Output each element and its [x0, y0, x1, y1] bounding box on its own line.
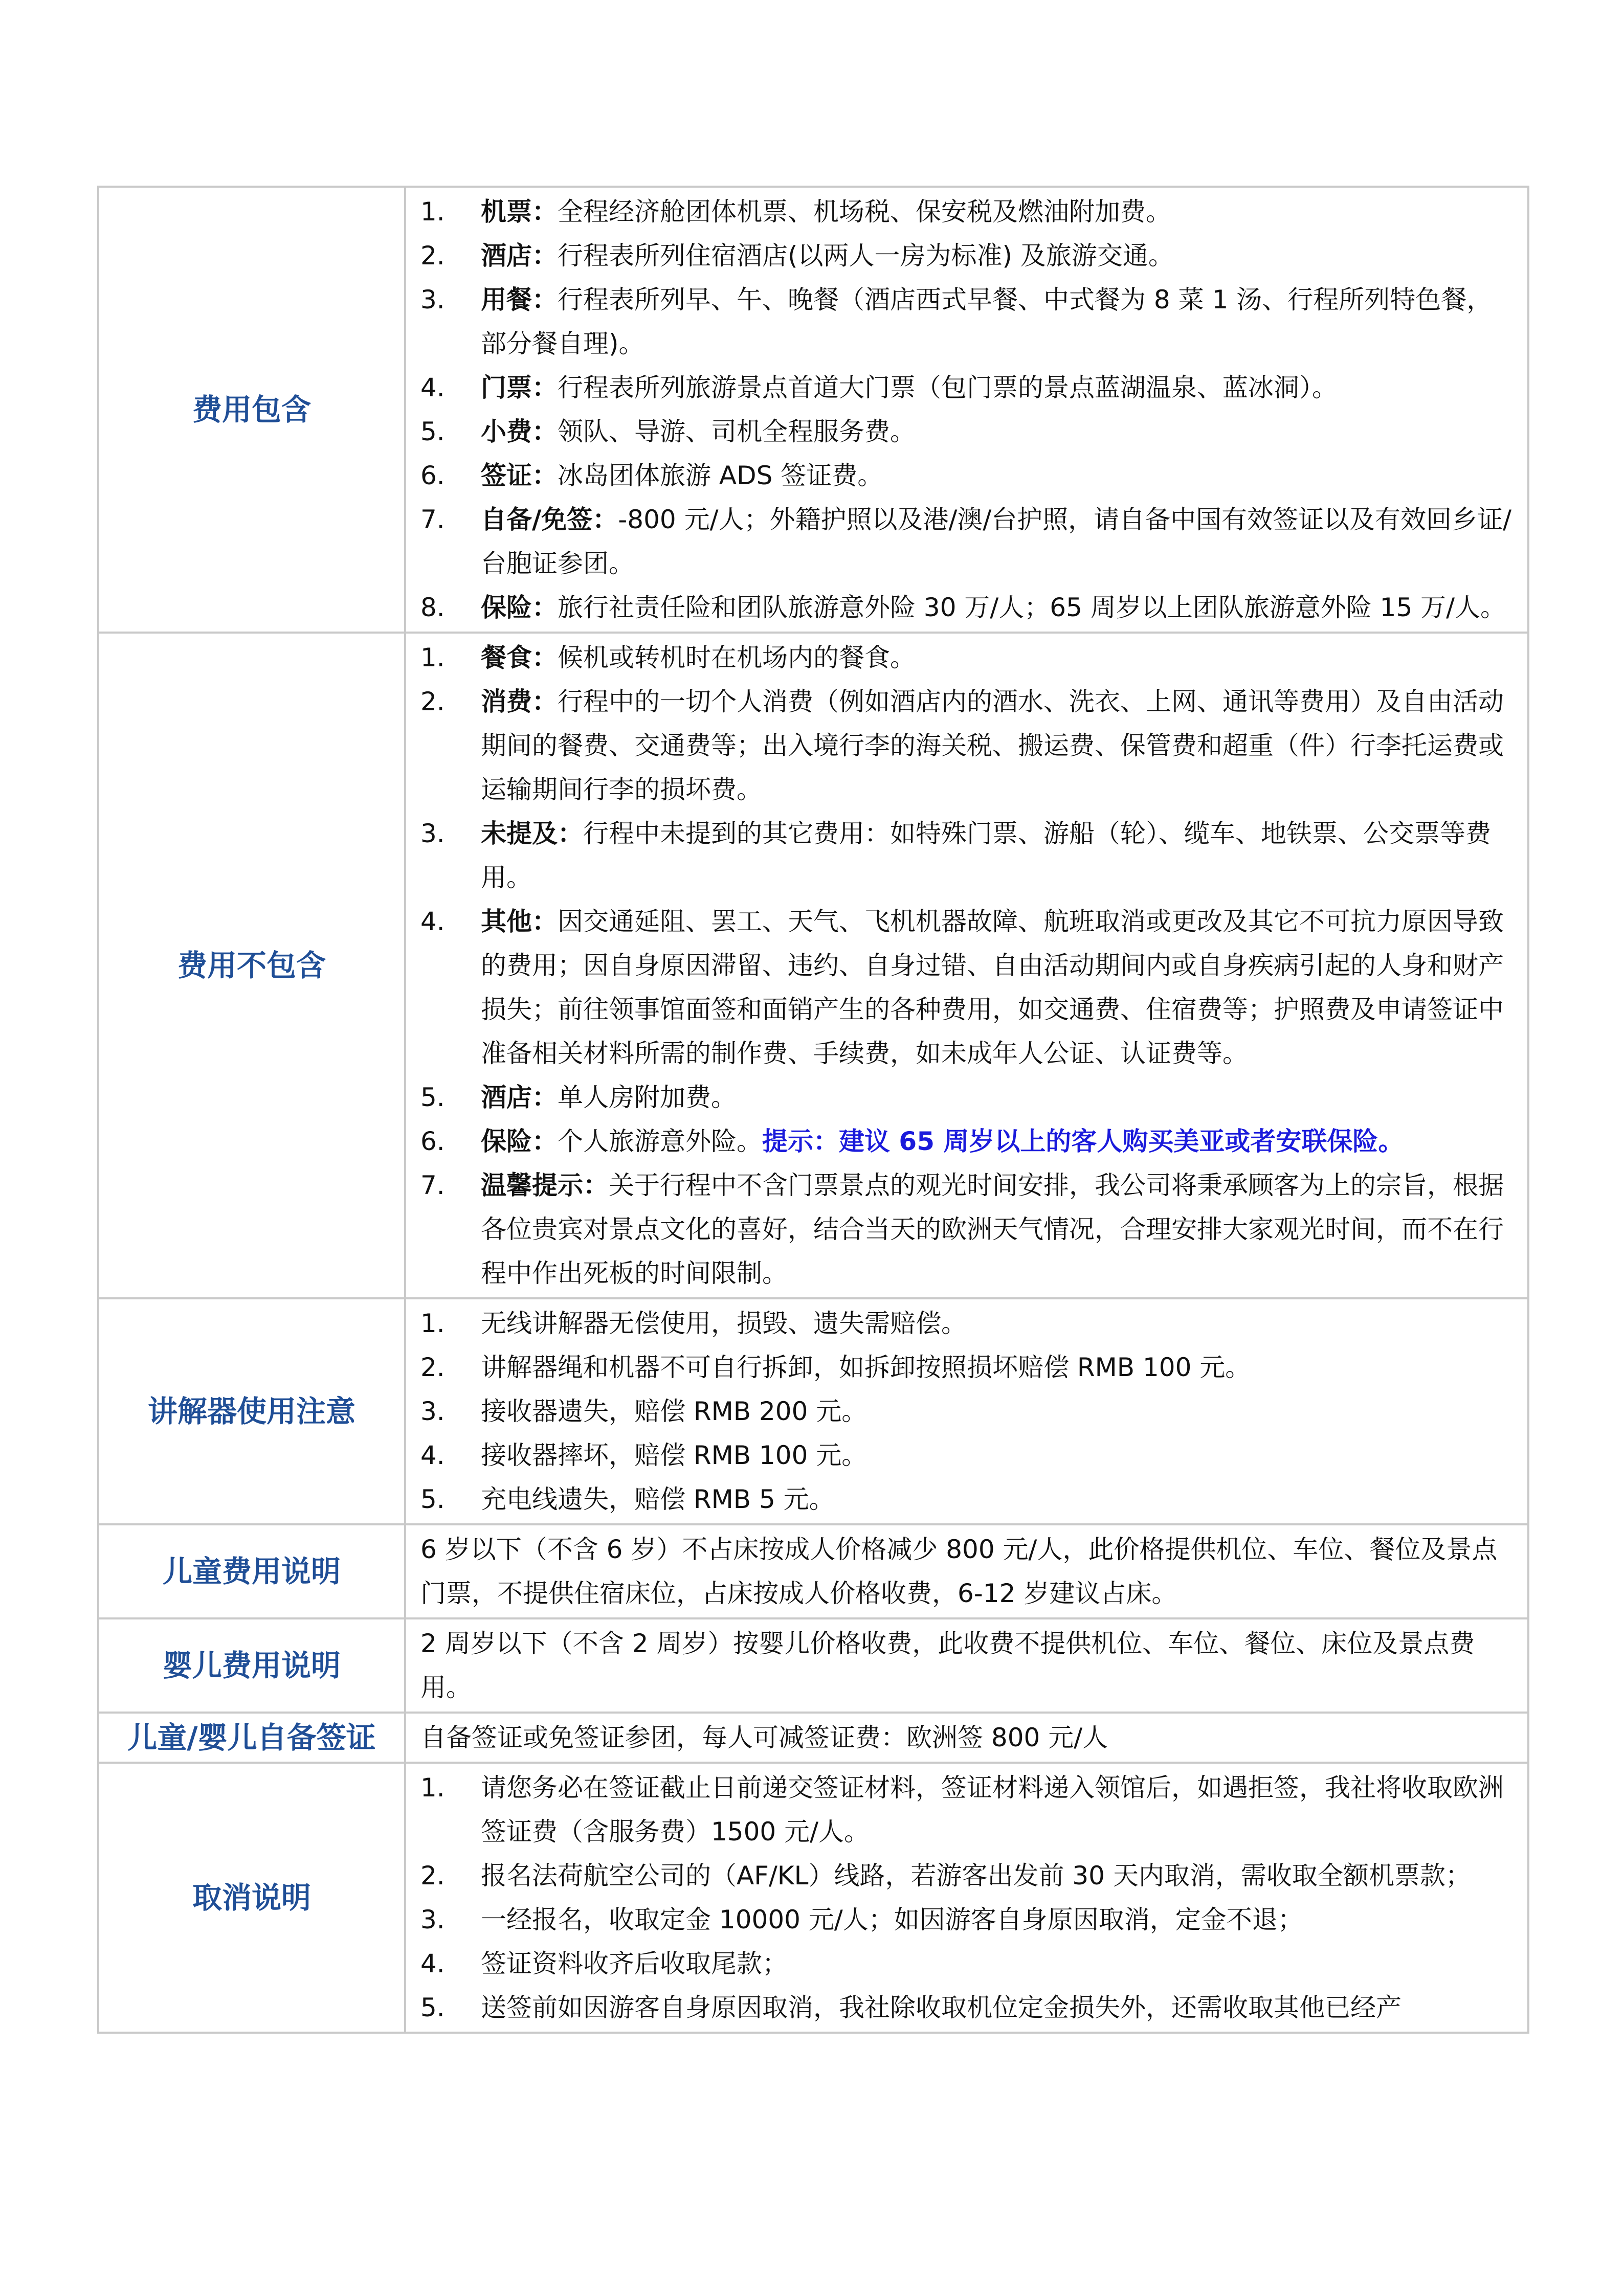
clause-list — [420, 1766, 1513, 2030]
clause-text: 候机或转机时在机场内的餐食。 — [558, 643, 916, 672]
clause-text: 单人房附加费。 — [558, 1083, 737, 1112]
clause-item — [420, 1898, 1513, 1942]
clause-number: 5. — [420, 417, 445, 446]
terms-table — [97, 186, 1529, 2034]
section-row — [98, 1524, 1528, 1618]
section-title: 婴儿费用说明 — [98, 1618, 405, 1713]
clause-text: 冰岛团体旅游 ADS 签证费。 — [558, 461, 883, 490]
clause-number: 4. — [420, 1440, 445, 1470]
clause-text: 行程表所列住宿酒店(以两人一房为标准) 及旅游交通。 — [558, 241, 1174, 271]
clause-number: 7. — [420, 505, 445, 534]
clause-item — [420, 899, 1513, 1075]
terms-table-body — [98, 187, 1528, 2033]
clause-text: 讲解器绳和机器不可自行拆卸，如拆卸按照损坏赔偿 RMB 100 元。 — [481, 1353, 1251, 1382]
clause-number: 2. — [420, 1861, 445, 1890]
clause-item — [420, 586, 1513, 629]
clause-item — [420, 454, 1513, 498]
clause-text: 个人旅游意外险。 — [558, 1127, 762, 1156]
clause-label: 用餐： — [481, 285, 558, 314]
section-title: 取消说明 — [98, 1763, 405, 2033]
clause-item — [420, 1766, 1513, 1854]
clause-text: 送签前如因游客自身原因取消，我社除收取机位定金损失外，还需收取其他已经产 — [481, 1993, 1401, 2022]
clause-text: 全程经济舱团体机票、机场税、保安税及燃油附加费。 — [558, 197, 1171, 227]
clause-label: 消费： — [481, 687, 558, 716]
clause-text: 行程中未提到的其它费用：如特殊门票、游船（轮）、缆车、地铁票、公交票等费用。 — [481, 819, 1491, 892]
section-title: 费用不包含 — [98, 633, 405, 1298]
section-title: 费用包含 — [98, 187, 405, 633]
clause-label: 酒店： — [481, 1083, 558, 1112]
clause-label: 其他： — [481, 907, 558, 936]
clause-text: 接收器遗失，赔偿 RMB 200 元。 — [481, 1397, 867, 1426]
section-body — [405, 1618, 1528, 1713]
clause-text: 一经报名，收取定金 10000 元/人；如因游客自身原因取消，定金不退； — [481, 1905, 1303, 1934]
clause-label: 未提及： — [481, 819, 583, 848]
clause-text: 旅行社责任险和团队旅游意外险 30 万/人；65 周岁以上团队旅游意外险 15 万/人。 — [558, 593, 1506, 622]
clause-text: 请您务必在签证截止日前递交签证材料，签证材料递入领馆后，如遇拒签，我社将收取欧洲签证费（含服务费）1500 元/人。 — [481, 1773, 1504, 1847]
clause-highlight-note: 提示：建议 65 周岁以上的客人购买美亚或者安联保险。 — [762, 1127, 1404, 1156]
clause-label: 机票： — [481, 197, 558, 227]
section-paragraph: 6 岁以下（不含 6 岁）不占床按成人价格减少 800 元/人，此价格提供机位、车位、餐位及景点门票，不提供住宿床位，占床按成人价格收费，6-12 岁建议占床。 — [420, 1535, 1498, 1608]
section-body — [405, 1763, 1528, 2033]
clause-label: 酒店： — [481, 241, 558, 271]
clause-text: 接收器摔坏，赔偿 RMB 100 元。 — [481, 1440, 867, 1470]
clause-number: 7. — [420, 1170, 445, 1200]
clause-label: 小费： — [481, 417, 558, 446]
section-body — [405, 187, 1528, 633]
clause-number: 3. — [420, 819, 445, 848]
clause-text: 行程表所列早、午、晚餐（酒店西式早餐、中式餐为 8 菜 1 汤、行程所列特色餐，部分餐自理)。 — [481, 285, 1493, 358]
section-row — [98, 1763, 1528, 2033]
clause-item — [420, 498, 1513, 586]
clause-text: 行程表所列旅游景点首道大门票（包门票的景点蓝湖温泉、蓝冰洞）。 — [558, 373, 1338, 402]
clause-label: 保险： — [481, 1127, 558, 1156]
clause-item — [420, 234, 1513, 278]
clause-item — [420, 1163, 1513, 1295]
clause-label: 餐食： — [481, 643, 558, 672]
clause-number: 6. — [420, 1127, 445, 1156]
clause-item — [420, 812, 1513, 899]
clause-label: 自备/免签： — [481, 505, 618, 534]
clause-number: 3. — [420, 285, 445, 314]
clause-number: 3. — [420, 1397, 445, 1426]
clause-number: 1. — [420, 1773, 445, 1803]
clause-item — [420, 1119, 1513, 1163]
clause-item — [420, 680, 1513, 812]
clause-number: 3. — [420, 1905, 445, 1934]
clause-number: 5. — [420, 1993, 445, 2022]
clause-item — [420, 1854, 1513, 1898]
clause-list — [420, 636, 1513, 1295]
section-title: 儿童/婴儿自备签证 — [98, 1713, 405, 1763]
clause-label: 门票： — [481, 373, 558, 402]
clause-number: 4. — [420, 907, 445, 936]
section-title: 讲解器使用注意 — [98, 1298, 405, 1524]
section-row — [98, 633, 1528, 1298]
clause-number: 4. — [420, 1949, 445, 1978]
section-row — [98, 1298, 1528, 1524]
clause-number: 6. — [420, 461, 445, 490]
clause-text: 领队、导游、司机全程服务费。 — [558, 417, 916, 446]
clause-text: 签证资料收齐后收取尾款； — [481, 1949, 788, 1978]
clause-number: 1. — [420, 1309, 445, 1338]
clause-number: 8. — [420, 593, 445, 622]
clause-item — [420, 410, 1513, 454]
clause-number: 1. — [420, 643, 445, 672]
clause-item — [420, 366, 1513, 410]
clause-text: 无线讲解器无偿使用，损毁、遗失需赔偿。 — [481, 1309, 967, 1338]
clause-text: 报名法荷航空公司的（AF/KL）线路，若游客出发前 30 天内取消，需收取全额机票款； — [481, 1861, 1471, 1890]
section-row — [98, 1713, 1528, 1763]
section-body — [405, 633, 1528, 1298]
clause-label: 温馨提示： — [481, 1170, 609, 1200]
clause-label: 签证： — [481, 461, 558, 490]
clause-number: 5. — [420, 1083, 445, 1112]
clause-item — [420, 1075, 1513, 1119]
section-paragraph: 2 周岁以下（不含 2 周岁）按婴儿价格收费，此收费不提供机位、车位、餐位、床位及景点费用。 — [420, 1629, 1475, 1702]
clause-item — [420, 278, 1513, 366]
section-title: 儿童费用说明 — [98, 1524, 405, 1618]
section-paragraph: 自备签证或免签证参团，每人可减签证费：欧洲签 800 元/人 — [420, 1723, 1108, 1752]
section-row — [98, 187, 1528, 633]
clause-number: 1. — [420, 197, 445, 227]
clause-item — [420, 1986, 1513, 2030]
clause-item — [420, 1389, 1513, 1433]
section-body — [405, 1298, 1528, 1524]
clause-list — [420, 190, 1513, 629]
section-body — [405, 1713, 1528, 1763]
clause-number: 2. — [420, 1353, 445, 1382]
clause-text: -800 元/人；外籍护照以及港/澳/台护照，请自备中国有效签证以及有效回乡证/台胞证参团。 — [481, 505, 1512, 578]
clause-text: 因交通延阻、罢工、天气、飞机机器故障、航班取消或更改及其它不可抗力原因导致的费用；因自身原因滞留、违约、自身过错、自由活动期间内或自身疾病引起的人身和财产损失；前往领事馆面签和面销产生的各种费用，如交通费、住宿费等；护照费及申请签证中准备相关材料所需的制作费、手续费，如未成年人公证、认证费等。 — [481, 907, 1504, 1068]
clause-item — [420, 1301, 1513, 1345]
clause-label: 保险： — [481, 593, 558, 622]
clause-item — [420, 1477, 1513, 1521]
section-row — [98, 1618, 1528, 1713]
clause-item — [420, 1433, 1513, 1477]
clause-text: 行程中的一切个人消费（例如酒店内的酒水、洗衣、上网、通讯等费用）及自由活动期间的餐费、交通费等；出入境行李的海关税、搬运费、保管费和超重（件）行李托运费或运输期间行李的损坏费。 — [481, 687, 1504, 804]
clause-number: 2. — [420, 687, 445, 716]
clause-number: 4. — [420, 373, 445, 402]
clause-item — [420, 636, 1513, 680]
clause-item — [420, 190, 1513, 234]
clause-list — [420, 1301, 1513, 1521]
clause-number: 2. — [420, 241, 445, 271]
clause-text: 关于行程中不含门票景点的观光时间安排，我公司将秉承顾客为上的宗旨，根据各位贵宾对景点文化的喜好，结合当天的欧洲天气情况，合理安排大家观光时间，而不在行程中作出死板的时间限制。 — [481, 1170, 1504, 1288]
section-body — [405, 1524, 1528, 1618]
clause-number: 5. — [420, 1484, 445, 1514]
clause-item — [420, 1942, 1513, 1986]
clause-item — [420, 1345, 1513, 1389]
clause-text: 充电线遗失，赔偿 RMB 5 元。 — [481, 1484, 835, 1514]
